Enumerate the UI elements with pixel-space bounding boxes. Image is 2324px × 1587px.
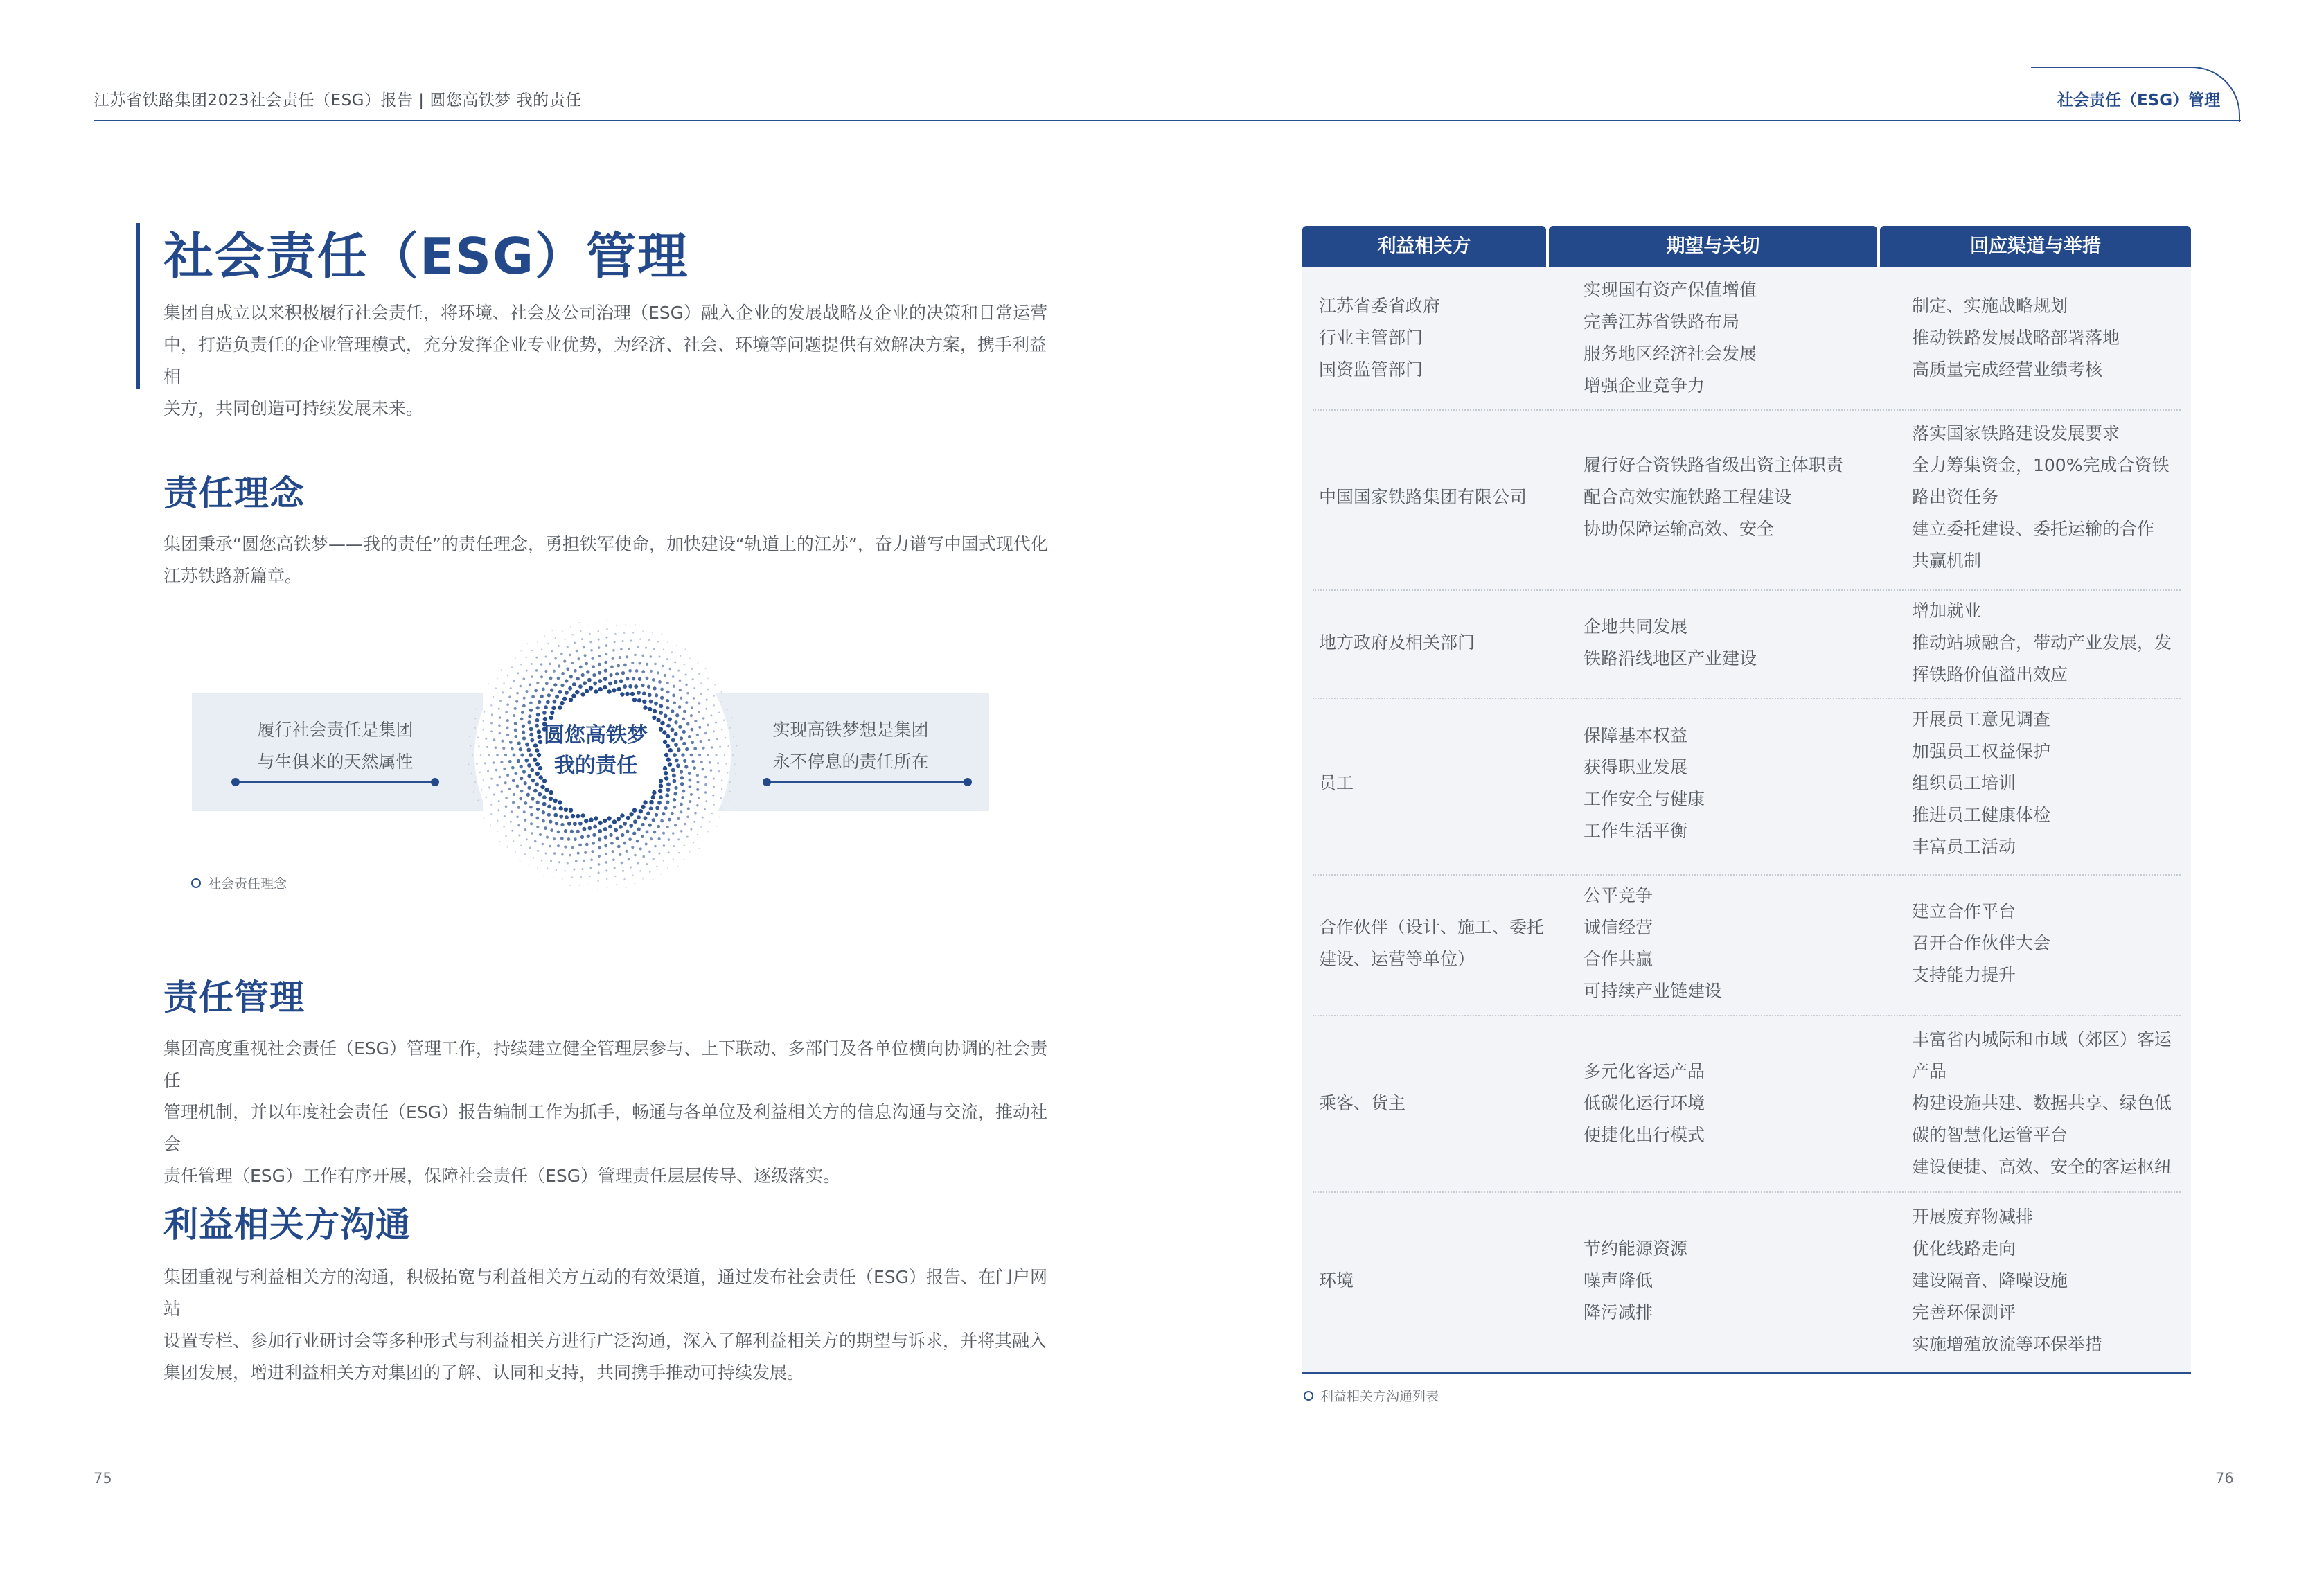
diagram-left-line — [236, 781, 435, 783]
heading-concept: 责任理念 — [163, 473, 305, 513]
cell-line: 国资监管部门 — [1319, 360, 1423, 380]
table-cell-responses — [1912, 1201, 2102, 1360]
heading-management: 责任管理 — [163, 977, 305, 1018]
cell-line: 员工 — [1319, 773, 1354, 793]
header-rule — [94, 120, 2241, 121]
cell-line: 建设、运营等单位） — [1319, 949, 1475, 969]
cell-line: 降污减排 — [1584, 1302, 1653, 1322]
diagram-center-text — [526, 720, 665, 781]
table-header-responses: 回应渠道与举措 — [1880, 226, 2191, 267]
cell-line: 路出资任务 — [1912, 487, 1999, 507]
diagram-right-line — [767, 781, 968, 783]
cell-line: 建设便捷、高效、安全的客运枢纽 — [1912, 1157, 2172, 1177]
cell-line: 高质量完成经营业绩考核 — [1912, 360, 2103, 380]
cell-line: 多元化客运产品 — [1584, 1061, 1705, 1081]
table-cell-expectations — [1584, 611, 1757, 675]
cell-line: 建立委托建设、委托运输的合作 — [1912, 519, 2155, 539]
cell-line: 建立合作平台 — [1912, 901, 2016, 921]
table-cell-stakeholder — [1319, 481, 1527, 513]
cell-line: 江苏省委省政府 — [1319, 296, 1441, 316]
cell-line: 工作安全与健康 — [1584, 789, 1705, 809]
row-separator — [1313, 1191, 2181, 1193]
text-line: 集团自成立以来积极履行社会责任，将环境、社会及公司治理（ESG）融入企业的发展战略及企业的决策和日常运营 — [163, 303, 1048, 323]
diagram-left-dot-end — [431, 778, 439, 786]
text-line: 集团高度重视社会责任（ESG）管理工作，持续建立健全管理层参与、上下联动、多部门及各单位横向协调的社会责任 — [163, 1038, 1048, 1090]
table-header-expectations: 期望与关切 — [1549, 226, 1877, 267]
text-line: 我的责任 — [554, 754, 637, 778]
table-caption: 利益相关方沟通列表 — [1320, 1389, 1439, 1404]
table-cell-responses — [1912, 290, 2120, 386]
cell-line: 实施增殖放流等环保举措 — [1912, 1334, 2103, 1354]
table-bottom-rule — [1302, 1372, 2191, 1374]
cell-line: 共赢机制 — [1912, 551, 1982, 571]
cell-line: 实现国有资产保值增值 — [1584, 280, 1757, 300]
cell-line: 推动铁路发展战略部署落地 — [1912, 328, 2120, 348]
table-cell-responses — [1912, 595, 2172, 691]
running-head: 江苏省铁路集团2023社会责任（ESG）报告 | 圆您高铁梦 我的责任 — [94, 91, 582, 109]
cell-line: 保障基本权益 — [1584, 725, 1688, 745]
table-cell-stakeholder — [1319, 1088, 1405, 1119]
table-cell-expectations — [1584, 1056, 1705, 1151]
diagram-caption: 社会责任理念 — [208, 876, 287, 892]
communication-paragraph — [163, 1261, 1057, 1389]
table-cell-stakeholder — [1319, 1265, 1354, 1297]
table-header-stakeholder: 利益相关方 — [1302, 226, 1546, 267]
cell-line: 低碳化运行环境 — [1584, 1093, 1705, 1113]
diagram-right-text — [747, 714, 955, 778]
cell-line: 召开合作伙伴大会 — [1912, 933, 2051, 953]
cell-line: 节约能源资源 — [1584, 1239, 1688, 1259]
cell-line: 环境 — [1319, 1270, 1354, 1291]
page-number-right: 76 — [2215, 1470, 2234, 1487]
text-line: 设置专栏、参加行业研讨会等多种形式与利益相关方进行广泛沟通，深入了解利益相关方的期望与诉求，并将其融入 — [163, 1331, 1047, 1351]
cell-line: 诚信经营 — [1584, 917, 1653, 937]
text-line: 中，打造负责任的企业管理模式，充分发挥企业专业优势，为经济、社会、环境等问题提供有效解决方案，携手利益相 — [163, 335, 1047, 387]
cell-line: 组织员工培训 — [1912, 773, 2016, 793]
table-cell-stakeholder — [1319, 290, 1440, 386]
cell-line: 产品 — [1912, 1061, 1947, 1081]
table-cell-stakeholder — [1319, 627, 1475, 659]
page-title: 社会责任（ESG）管理 — [163, 227, 689, 285]
cell-line: 制定、实施战略规划 — [1912, 296, 2068, 316]
table-cell-responses — [1912, 418, 2169, 577]
table-cell-expectations — [1584, 720, 1705, 847]
cell-line: 碳的智慧化运管平台 — [1912, 1125, 2068, 1145]
cell-line: 地方政府及相关部门 — [1319, 632, 1475, 653]
cell-line: 完善环保测评 — [1912, 1302, 2016, 1322]
row-separator — [1313, 698, 2181, 699]
cell-line: 合作共赢 — [1584, 949, 1653, 969]
cell-line: 乘客、货主 — [1319, 1093, 1406, 1113]
text-line: 永不停息的责任所在 — [772, 752, 929, 772]
diagram-right-dot-start — [763, 778, 771, 786]
cell-line: 增强企业竞争力 — [1584, 375, 1705, 396]
cell-line: 推动站城融合，带动产业发展，发 — [1912, 632, 2172, 653]
cell-line: 增加就业 — [1912, 601, 1982, 621]
cell-line: 铁路沿线地区产业建设 — [1584, 648, 1757, 668]
cell-line: 挥铁路价值溢出效应 — [1912, 664, 2068, 684]
caption-ring-icon — [191, 878, 201, 888]
cell-line: 支持能力提升 — [1912, 965, 2016, 985]
table-cell-stakeholder — [1319, 768, 1354, 799]
text-line: 履行社会责任是集团 — [257, 720, 414, 740]
table-cell-expectations — [1584, 274, 1757, 402]
cell-line: 落实国家铁路建设发展要求 — [1912, 423, 2120, 443]
title-accent-bar — [136, 223, 140, 389]
table-cell-expectations — [1584, 880, 1722, 1007]
diagram-left-text — [231, 714, 439, 778]
cell-line: 便捷化出行模式 — [1584, 1125, 1705, 1145]
text-line: 集团发展，增进利益相关方对集团的了解、认同和支持，共同携手推动可持续发展。 — [163, 1363, 805, 1383]
cell-line: 构建设施共建、数据共享、绿色低 — [1912, 1093, 2172, 1113]
table-cell-responses — [1912, 704, 2050, 863]
cell-line: 优化线路走向 — [1912, 1239, 2016, 1259]
text-line: 与生俱来的天然属性 — [257, 752, 414, 772]
text-line: 圆您高铁梦 — [544, 723, 648, 747]
intro-paragraph — [163, 297, 1057, 425]
cell-line: 协助保障运输高效、安全 — [1584, 519, 1775, 539]
table-cell-expectations — [1584, 1233, 1687, 1329]
section-tab-label: 社会责任（ESG）管理 — [2057, 91, 2221, 109]
cell-line: 开展废弃物减排 — [1912, 1207, 2034, 1227]
cell-line: 丰富员工活动 — [1912, 837, 2016, 857]
row-separator — [1313, 1015, 2181, 1016]
diagram-left-dot-start — [231, 778, 240, 786]
text-line: 江苏铁路新篇章。 — [163, 566, 303, 586]
cell-line: 行业主管部门 — [1319, 328, 1423, 348]
cell-line: 建设隔音、降噪设施 — [1912, 1270, 2068, 1291]
heading-communication: 利益相关方沟通 — [163, 1205, 411, 1245]
cell-line: 工作生活平衡 — [1584, 821, 1688, 841]
diagram-right-dot-end — [964, 778, 972, 786]
cell-line: 公平竞争 — [1584, 885, 1653, 905]
row-separator — [1313, 874, 2181, 876]
cell-line: 配合高效实施铁路工程建设 — [1584, 487, 1792, 507]
cell-line: 丰富省内城际和市域（郊区）客运 — [1912, 1029, 2172, 1049]
cell-line: 完善江苏省铁路布局 — [1584, 312, 1740, 332]
text-line: 集团秉承“圆您高铁梦——我的责任”的责任理念，勇担铁军使命，加快建设“轨道上的江苏”，奋力谱写中国式现代化 — [163, 534, 1048, 554]
cell-line: 服务地区经济社会发展 — [1584, 344, 1757, 364]
cell-line: 履行好合资铁路省级出资主体职责 — [1584, 455, 1844, 475]
row-separator — [1313, 589, 2181, 591]
cell-line: 噪声降低 — [1584, 1270, 1653, 1291]
cell-line: 中国国家铁路集团有限公司 — [1319, 487, 1527, 507]
cell-line: 推进员工健康体检 — [1912, 805, 2051, 825]
management-paragraph — [163, 1033, 1057, 1192]
cell-line: 企地共同发展 — [1584, 617, 1688, 637]
table-cell-responses — [1912, 1024, 2172, 1183]
cell-line: 获得职业发展 — [1584, 757, 1688, 777]
text-line: 管理机制，并以年度社会责任（ESG）报告编制工作为抓手，畅通与各单位及利益相关方的信息沟通与交流，推动社会 — [163, 1102, 1048, 1154]
concept-paragraph — [163, 529, 1057, 592]
page-number-left: 75 — [94, 1470, 112, 1487]
row-separator — [1313, 409, 2181, 411]
table-cell-stakeholder — [1319, 912, 1544, 975]
table-cell-responses — [1912, 896, 2050, 991]
text-line: 集团重视与利益相关方的沟通，积极拓宽与利益相关方互动的有效渠道，通过发布社会责任（ESG）报告、在门户网站 — [163, 1267, 1048, 1319]
cell-line: 合作伙伴（设计、施工、委托 — [1319, 917, 1545, 937]
caption-ring-icon — [1304, 1391, 1313, 1401]
table-cell-expectations — [1584, 450, 1843, 545]
text-line: 关方，共同创造可持续发展未来。 — [163, 398, 424, 418]
cell-line: 全力筹集资金，100%完成合资铁 — [1912, 455, 2170, 475]
text-line: 实现高铁梦想是集团 — [772, 720, 929, 740]
cell-line: 加强员工权益保护 — [1912, 741, 2051, 761]
cell-line: 可持续产业链建设 — [1584, 981, 1723, 1001]
text-line: 责任管理（ESG）工作有序开展，保障社会责任（ESG）管理责任层层传导、逐级落实。 — [163, 1166, 841, 1186]
cell-line: 开展员工意见调查 — [1912, 709, 2051, 729]
